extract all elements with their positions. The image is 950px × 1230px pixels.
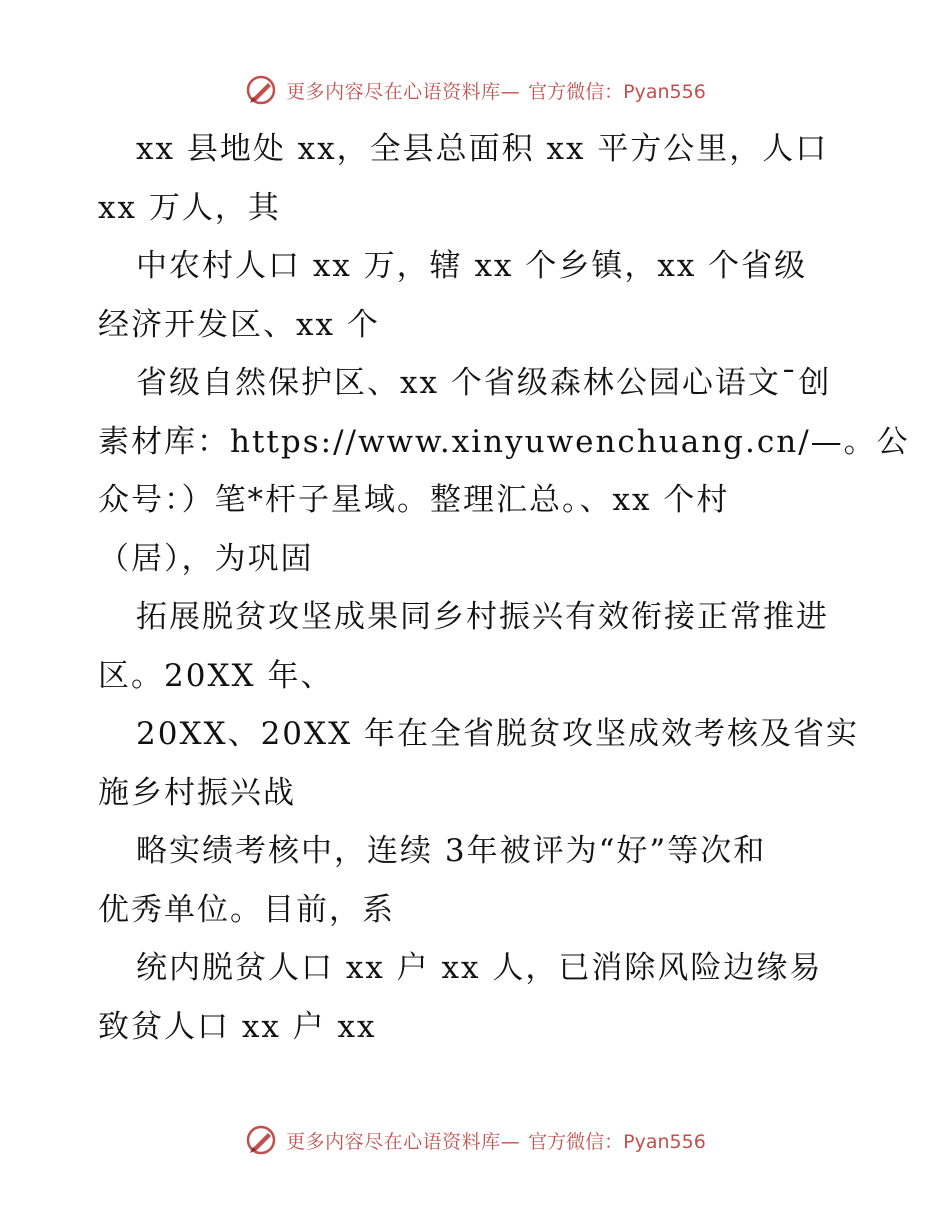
- pen-logo-icon: [244, 1123, 278, 1157]
- text-line: xx 县地处 xx，全县总面积 xx 平方公里，人口: [136, 131, 829, 167]
- banner-contact: 官方微信：Pyan556: [528, 1130, 706, 1153]
- text-line: 略实绩考核中，连续 3年被评为“好”等次和: [136, 833, 767, 869]
- banner-contact: 官方微信：Pyan556: [528, 80, 706, 103]
- text-line: 区。20XX 年、: [98, 657, 334, 694]
- text-line: 施乡村振兴战: [98, 774, 296, 811]
- text-line: 众号：）笔*杆子星域。整理汇总。、xx 个村: [98, 482, 730, 518]
- text-line: 中农村人口 xx 万，辖 xx 个乡镇，xx 个省级: [136, 248, 808, 284]
- text-line: 优秀单位。目前，系: [98, 891, 395, 928]
- text-line: 经济开发区、xx 个: [98, 306, 380, 343]
- text-line: 致贫人口 xx 户 xx: [98, 1008, 377, 1045]
- footer-banner: [0, 1120, 950, 1160]
- text-line: 拓展脱贫攻坚成果同乡村振兴有效衔接正常推进: [136, 599, 829, 635]
- text-line: 统内脱贫人口 xx 户 xx 人，已消除风险边缘易: [136, 950, 823, 986]
- header-banner: [0, 70, 950, 110]
- text-line: 省级自然保护区、xx 个省级森林公园心语文¯创: [136, 365, 832, 401]
- text-line: （居），为巩固: [98, 540, 314, 577]
- text-line: xx 万人，其: [98, 189, 281, 226]
- document-body: [98, 120, 910, 1056]
- banner-text: 更多内容尽在心语资料库—: [286, 1130, 521, 1153]
- banner-text: 更多内容尽在心语资料库—: [286, 80, 521, 103]
- text-line: 20XX、20XX 年在全省脱贫攻坚成效考核及省实: [136, 716, 860, 752]
- pen-logo-icon: [244, 73, 278, 107]
- text-line: 素材库：https://www.xinyuwenchuang.cn/—。公: [98, 423, 910, 460]
